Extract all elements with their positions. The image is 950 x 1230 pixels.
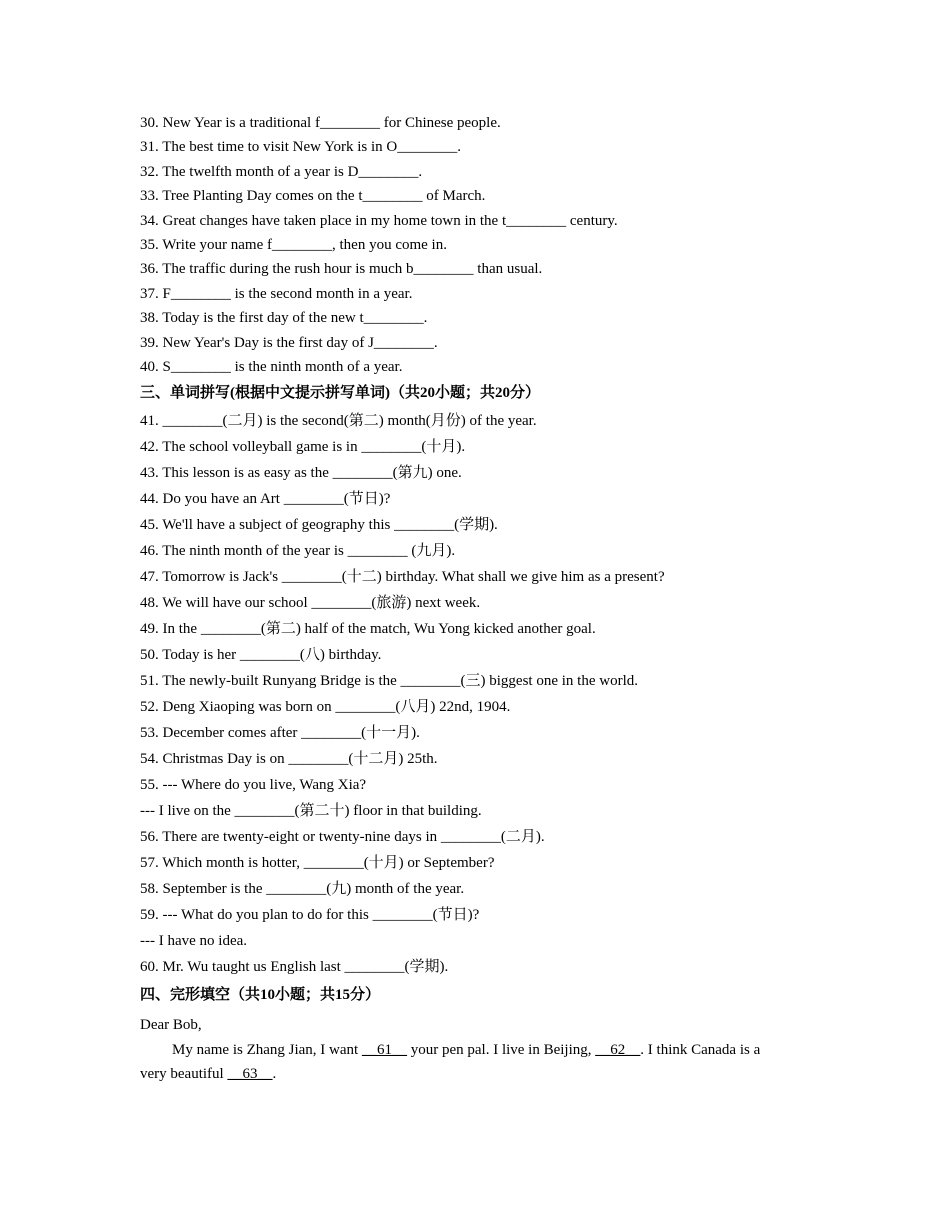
letter-line-2 <box>140 1063 830 1087</box>
question-44: 44. Do you have an Art ________(节日)? <box>140 491 391 508</box>
question-36: 36. The traffic during the rush hour is much b________ than usual. <box>140 261 543 278</box>
question-37: 37. F________ is the second month in a year. <box>140 285 413 302</box>
question-55: 55. --- Where do you live, Wang Xia? <box>140 777 367 794</box>
section-3-heading: 三、单词拼写(根据中文提示拼写单词)（共20小题；共20分） <box>140 385 540 402</box>
letter-text: . <box>272 1066 277 1083</box>
question-52: 52. Deng Xiaoping was born on ________(八月) 22nd, 1904. <box>140 699 511 716</box>
question-59-answer: --- I have no idea. <box>140 933 248 950</box>
question-30: 30. New Year is a traditional f________ for Chinese people. <box>140 115 501 131</box>
worksheet-page <box>140 112 830 1087</box>
letter-line-1 <box>140 1039 830 1063</box>
question-53: 53. December comes after ________(十一月). <box>140 725 420 742</box>
question-58: 58. September is the ________(九) month of the year. <box>140 881 465 898</box>
blank-62[interactable]: __62__ <box>595 1041 641 1058</box>
question-59: 59. --- What do you plan to do for this ________(节日)? <box>140 907 480 924</box>
letter-greeting: Dear Bob, <box>140 1017 202 1034</box>
question-45: 45. We'll have a subject of geography this ________(学期). <box>140 517 498 534</box>
question-38: 38. Today is the first day of the new t________. <box>140 310 428 327</box>
question-51: 51. The newly-built Runyang Bridge is the ________(三) biggest one in the world. <box>140 673 638 690</box>
question-49: 49. In the ________(第二) half of the match, Wu Yong kicked another goal. <box>140 621 596 638</box>
question-32: 32. The twelfth month of a year is D________. <box>140 163 423 180</box>
question-50: 50. Today is her ________(八) birthday. <box>140 647 382 664</box>
letter-text: . I think Canada is a <box>640 1041 761 1058</box>
question-42: 42. The school volleyball game is in ________(十月). <box>140 439 466 456</box>
cloze-letter <box>140 1014 830 1087</box>
question-41: 41. ________(二月) is the second(第二) month(月份) of the year. <box>140 413 537 430</box>
question-39: 39. New Year's Day is the first day of J________. <box>140 334 438 351</box>
question-55-answer: --- I live on the ________(第二十) floor in that building. <box>140 803 482 820</box>
spelling-section <box>140 410 830 982</box>
question-35: 35. Write your name f________, then you come in. <box>140 236 447 253</box>
question-33: 33. Tree Planting Day comes on the t________ of March. <box>140 188 486 205</box>
question-47: 47. Tomorrow is Jack's ________(十二) birthday. What shall we give him as a present? <box>140 569 665 586</box>
blank-61[interactable]: __61__ <box>361 1041 407 1058</box>
question-56: 56. There are twenty-eight or twenty-nine days in ________(二月). <box>140 829 545 846</box>
question-60: 60. Mr. Wu taught us English last ________(学期). <box>140 959 449 976</box>
section-4-heading: 四、完形填空（共10小题；共15分） <box>140 987 381 1004</box>
fill-in-section <box>140 112 830 380</box>
letter-text: My name is Zhang Jian, I want <box>172 1041 362 1058</box>
question-54: 54. Christmas Day is on ________(十二月) 25th. <box>140 751 438 768</box>
question-57: 57. Which month is hotter, ________(十月) or September? <box>140 855 495 872</box>
letter-text: very beautiful <box>140 1066 228 1083</box>
question-31: 31. The best time to visit New York is in O________. <box>140 139 461 156</box>
letter-text: your pen pal. I live in Beijing, <box>406 1041 596 1058</box>
question-40: 40. S________ is the ninth month of a year. <box>140 358 403 375</box>
blank-63[interactable]: __63__ <box>227 1066 273 1083</box>
question-43: 43. This lesson is as easy as the ________(第九) one. <box>140 465 462 482</box>
question-48: 48. We will have our school ________(旅游) next week. <box>140 595 481 612</box>
question-34: 34. Great changes have taken place in my home town in the t________ century. <box>140 212 618 229</box>
question-46: 46. The ninth month of the year is ________ (九月). <box>140 543 456 560</box>
